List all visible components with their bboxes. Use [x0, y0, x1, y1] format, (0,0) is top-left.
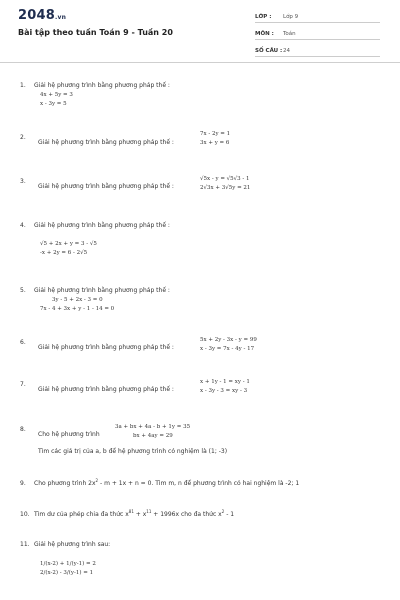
equation: 7x - 2y = 1: [200, 131, 231, 137]
equation: 2√3x + 3√5y = 21: [200, 185, 251, 191]
question-text: Giải hệ phương trình bằng phương pháp thế :: [34, 222, 170, 229]
equation: 3x + y = 6: [200, 140, 230, 146]
question-text: Giải hệ phương trình bằng phương pháp thế :: [38, 139, 174, 146]
equation: 5x + 2y - 3x - y = 99: [200, 337, 257, 343]
question-5: [20, 287, 170, 295]
equation: x - 3y = 5: [40, 101, 67, 107]
question-text: + 1996x cho đa thức x: [151, 511, 222, 518]
equation: √5x - y = √5√3 - 1: [200, 176, 250, 182]
page-title: Bài tập theo tuần Toán 9 - Tuần 20: [18, 28, 173, 37]
equation: 1/(x-2) + 1/(y-1) = 2: [40, 561, 96, 567]
question-text: Giải hệ phương trình sau:: [34, 541, 111, 548]
question-number: 11.: [20, 541, 30, 548]
question-3: [20, 178, 34, 186]
question-text: Tìm dư của phép chia đa thức x: [34, 511, 129, 518]
question-11: [20, 541, 110, 549]
exponent: 11: [146, 509, 152, 514]
question-4: [20, 222, 170, 230]
meta-count: [255, 40, 380, 57]
equation: x + 1y - 1 = xy - 1: [200, 379, 250, 385]
equation-system: [40, 296, 114, 314]
meta-label: LỚP :: [255, 14, 272, 20]
question-extra: Tìm các giá trị của a, b để hệ phương trình có nghiệm là (1; -3): [38, 448, 228, 455]
question-2: [20, 134, 34, 142]
equation: √5 + 2x + y = 3 - √5: [40, 241, 97, 247]
question-text: Giải hệ phương trình bằng phương pháp thế :: [34, 287, 170, 294]
question-number: 7.: [20, 381, 26, 388]
question-number: 10.: [20, 511, 30, 518]
equation: -x + 2y = 6 - 2√5: [40, 250, 88, 256]
question-text: - m + 1x + n = 0. Tìm m, n để phương trình có hai nghiệm là -2; 1: [98, 480, 300, 487]
question-9: [20, 477, 299, 488]
question-number: 6.: [20, 339, 26, 346]
question-number: 1.: [20, 82, 26, 89]
question-number: 4.: [20, 222, 26, 229]
question-number: 9.: [20, 480, 26, 487]
question-number: 8.: [20, 426, 26, 433]
equation: 3a + bx + 4a - b + 1y = 35: [115, 424, 191, 430]
equation: x - 3y - 3 = xy - 3: [200, 388, 248, 394]
question-text: + x: [133, 511, 147, 518]
meta-label: MÔN :: [255, 31, 274, 37]
header: [0, 0, 400, 54]
equation-system: [40, 560, 96, 578]
logo: [18, 8, 66, 23]
divider: [0, 62, 400, 63]
exponent: 2: [221, 509, 225, 514]
meta-value: Lớp 9: [283, 14, 299, 20]
question-10: [20, 508, 234, 519]
question-7: [20, 381, 34, 389]
equation-system: [200, 130, 230, 148]
meta-label: SỐ CÂU :: [255, 48, 283, 54]
question-text: Giải hệ phương trình bằng phương pháp thế :: [38, 344, 174, 351]
equation: bx + 4ay = 29: [133, 433, 173, 439]
exponent: 81: [128, 509, 134, 514]
logo-text: 2048: [18, 8, 55, 23]
equation-system: [115, 423, 190, 441]
equation: 4x + 5y = 3: [40, 92, 73, 98]
equation-system: [40, 91, 73, 109]
question-text: Giải hệ phương trình bằng phương pháp thế :: [34, 82, 170, 89]
question-text: - 1: [224, 511, 235, 518]
meta-class: [255, 6, 380, 23]
question-1: [20, 82, 170, 90]
question-text: Giải hệ phương trình bằng phương pháp thế :: [38, 183, 174, 190]
meta-value: 24: [283, 48, 290, 54]
meta-subject: [255, 23, 380, 40]
question-6: [20, 339, 34, 347]
equation: 7x - 4 + 3x + y - 1 - 14 = 0: [40, 306, 115, 312]
question-text: Giải hệ phương trình bằng phương pháp thế :: [38, 386, 174, 393]
exponent: 2: [95, 478, 99, 483]
equation-system: [200, 378, 250, 396]
question-number: 2.: [20, 134, 26, 141]
question-8: [20, 426, 34, 434]
equation-system: [200, 175, 250, 193]
question-text: Cho hệ phương trình: [38, 431, 100, 438]
meta-value: Toán: [283, 31, 296, 37]
meta-box: [255, 6, 380, 57]
equation: 2/(x-2) - 3/(y-1) = 1: [40, 570, 94, 576]
equation-system: [40, 240, 97, 258]
question-number: 5.: [20, 287, 26, 294]
equation: x - 3y = 7x - 4y - 17: [200, 346, 255, 352]
equation-system: [200, 336, 257, 354]
logo-suffix: .vn: [54, 14, 67, 21]
question-text: Cho phương trình 2x: [34, 480, 96, 487]
question-number: 3.: [20, 178, 26, 185]
equation: 3y - 5 + 2x - 3 = 0: [52, 297, 103, 303]
